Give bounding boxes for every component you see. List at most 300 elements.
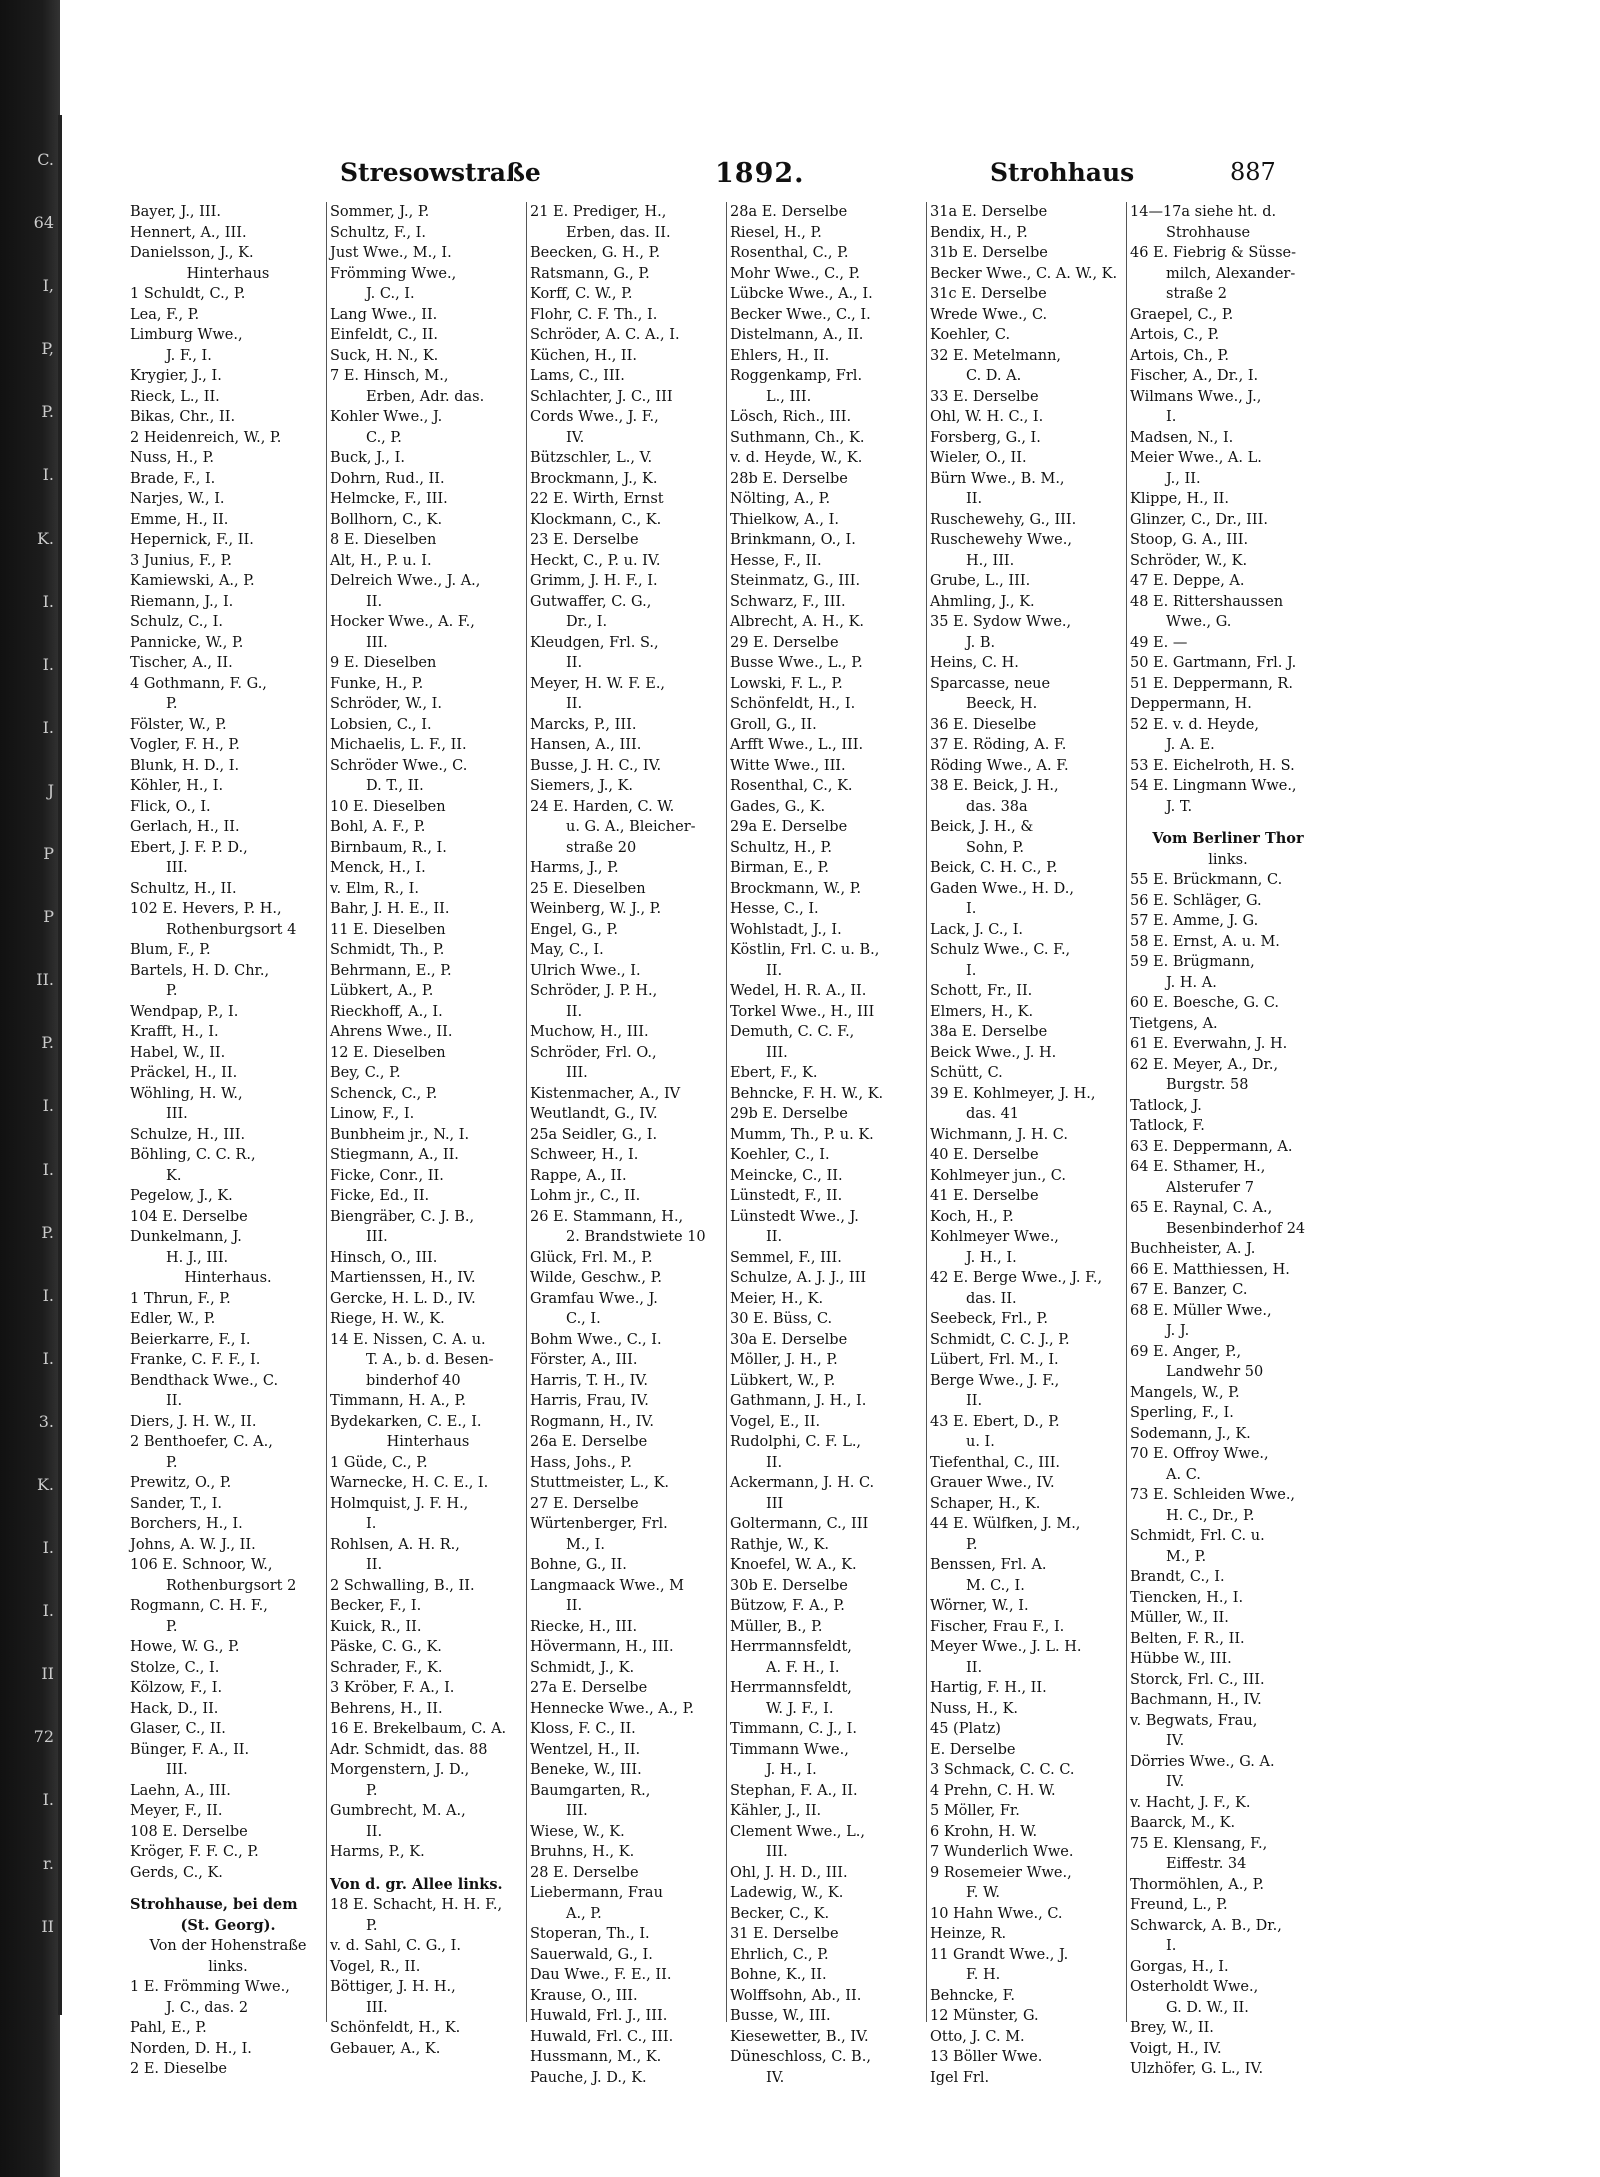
directory-entry: Ahmling, J., K. — [930, 593, 1035, 610]
directory-entry: Laehn, A., III. — [130, 1782, 231, 1799]
edge-fragment: P, — [41, 339, 54, 359]
directory-entry: II. — [966, 491, 983, 507]
directory-entry: Brey, W., II. — [1130, 2020, 1214, 2036]
directory-entry: Heinze, R. — [930, 1926, 1007, 1942]
directory-entry: 45 (Platz) — [930, 1721, 1001, 1737]
directory-entry: Brandt, C., I. — [1130, 1569, 1225, 1585]
directory-entry: Bey, C., P. — [330, 1065, 401, 1081]
directory-entry: 8 E. Dieselben — [330, 532, 437, 548]
directory-entry: Pahl, E., P. — [130, 2020, 207, 2036]
directory-entry: Roggenkamp, Frl. — [730, 368, 863, 384]
directory-entry: J. H. A. — [1166, 974, 1217, 991]
directory-entry: Suthmann, Ch., K. — [730, 429, 865, 446]
directory-entry: 3 Schmack, C. C. C. — [930, 1762, 1075, 1778]
directory-entry: Beick Wwe., J. H. — [930, 1044, 1057, 1061]
directory-entry: Bohne, K., II. — [730, 1967, 827, 1983]
directory-entry: 43 E. Ebert, D., P. — [930, 1413, 1060, 1430]
directory-entry: Tiencken, H., I. — [1130, 1589, 1244, 1606]
directory-entry: Kölzow, F., I. — [130, 1680, 223, 1696]
directory-entry: Warnecke, H. C. E., I. — [330, 1475, 489, 1491]
directory-entry: Kamiewski, A., P. — [130, 573, 255, 589]
directory-entry: Johns, A. W. J., II. — [130, 1536, 256, 1553]
directory-entry: Biengräber, C. J. B., — [330, 1208, 475, 1225]
directory-entry: Bohne, G., II. — [530, 1557, 627, 1573]
directory-entry: Gercke, H. L. D., IV. — [330, 1290, 476, 1307]
directory-entry: Schulz Wwe., C. F., — [930, 942, 1071, 958]
directory-entry: 14 E. Nissen, C. A. u. — [330, 1331, 486, 1348]
directory-entry: Schwarck, A. B., Dr., — [1130, 1917, 1282, 1934]
directory-entry: Müller, W., II. — [1130, 1610, 1229, 1626]
directory-entry: Strohhause, bei dem — [130, 1896, 298, 1913]
directory-entry: 31a E. Derselbe — [930, 204, 1048, 220]
directory-entry: Kohlmeyer Wwe., — [930, 1229, 1059, 1245]
directory-entry: 12 E. Dieselben — [330, 1044, 446, 1061]
street-name-right: Strohhaus — [990, 158, 1135, 187]
directory-entry: 26 E. Stammann, H., — [530, 1208, 684, 1225]
entry-spacer — [130, 1883, 326, 1895]
directory-entry: Meyer, F., II. — [130, 1803, 223, 1819]
directory-entry: Rogmann, H., IV. — [530, 1413, 654, 1430]
directory-entry: Böhling, C. C. R., — [130, 1147, 256, 1163]
directory-entry: Harms, J., P. — [530, 860, 619, 876]
directory-entry: Wrede Wwe., C. — [930, 306, 1048, 323]
directory-entry: J. H., I. — [966, 1249, 1017, 1266]
directory-entry: Ohl, W. H. C., I. — [930, 409, 1044, 425]
directory-entry: Vogel, R., II. — [330, 1958, 421, 1975]
directory-entry: 70 E. Offroy Wwe., — [1130, 1446, 1269, 1462]
directory-entry: Koehler, C., I. — [730, 1147, 830, 1163]
directory-entry: Wohlstadt, J., I. — [730, 921, 842, 938]
directory-entry: Hussmann, M., K. — [530, 2049, 662, 2065]
directory-entry: Beeck, H. — [966, 696, 1038, 712]
directory-entry: Stolze, C., I. — [130, 1659, 220, 1676]
directory-entry: Ficke, Conr., II. — [330, 1167, 444, 1184]
directory-entry: Bützow, F. A., P. — [730, 1598, 845, 1614]
directory-entry: I. — [1166, 409, 1177, 425]
directory-entry: Hinterhaus. — [184, 1270, 272, 1286]
directory-entry: Schönfeldt, H., I. — [730, 696, 856, 712]
directory-entry: 3 Kröber, F. A., I. — [330, 1680, 455, 1696]
directory-entry: P. — [366, 1917, 378, 1934]
directory-entry: Lea, F., P. — [130, 306, 200, 323]
directory-entry: II. — [166, 1393, 183, 1409]
directory-entry: III. — [366, 634, 388, 651]
directory-entry: K. — [166, 1167, 182, 1184]
directory-entry: Emme, H., II. — [130, 511, 229, 528]
directory-entry: Hövermann, H., III. — [530, 1639, 674, 1655]
directory-entry: IV. — [566, 429, 585, 446]
directory-entry: Meincke, C., II. — [730, 1167, 843, 1184]
edge-fragment: I. — [42, 1159, 54, 1179]
directory-entry: Ebert, F., K. — [730, 1065, 818, 1081]
edge-fragment: I. — [42, 591, 54, 611]
directory-entry: J. A. E. — [1166, 737, 1215, 753]
directory-entry: 16 E. Brekelbaum, C. A. — [330, 1721, 507, 1737]
directory-entry: Köhler, H., I. — [130, 778, 224, 794]
directory-entry: Morgenstern, J. D., — [330, 1762, 470, 1778]
directory-entry: 25a Seidler, G., I. — [530, 1126, 658, 1143]
directory-entry: III — [766, 1495, 784, 1512]
directory-entry: 1 Schuldt, C., P. — [130, 286, 246, 302]
directory-entry: 28b E. Derselbe — [730, 470, 848, 487]
directory-entry: Timmann, H. A., P. — [330, 1393, 466, 1409]
directory-entry: Tietgens, A. — [1130, 1015, 1218, 1032]
directory-entry: Flohr, C. F. Th., I. — [530, 306, 658, 323]
edge-fragment: I. — [42, 465, 54, 485]
edge-fragment: I. — [42, 1601, 54, 1621]
directory-entry: E. Derselbe — [930, 1741, 1016, 1758]
directory-entry: Rosenthal, C., P. — [730, 245, 849, 261]
directory-entry: Krause, O., III. — [530, 1987, 638, 2004]
directory-entry: Kähler, J., II. — [730, 1803, 822, 1819]
directory-entry: Wichmann, J. H. C. — [930, 1126, 1068, 1143]
street-name-left: Stresowstraße — [340, 158, 541, 187]
directory-entry: III. — [366, 1229, 388, 1245]
directory-entry: Frömming Wwe., — [330, 265, 457, 282]
directory-entry: 104 E. Derselbe — [130, 1208, 248, 1225]
directory-entry: 29 E. Derselbe — [730, 634, 839, 651]
directory-entry: Gramfau Wwe., J. — [530, 1290, 658, 1307]
directory-entry: 58 E. Ernst, A. u. M. — [1130, 933, 1280, 950]
directory-entry: Kistenmacher, A., IV — [530, 1085, 681, 1102]
directory-entry: Schultz, H., II. — [130, 880, 237, 897]
directory-entry: straße 2 — [1166, 286, 1227, 302]
directory-entry: Cords Wwe., J. F., — [530, 409, 659, 425]
directory-entry: Grube, L., III. — [930, 573, 1031, 589]
directory-entry: Glück, Frl. M., P. — [530, 1249, 653, 1266]
directory-entry: Schulz, C., I. — [130, 614, 223, 630]
directory-entry: II. — [566, 655, 583, 671]
directory-entry: Norden, D. H., I. — [130, 2040, 252, 2057]
directory-entry: Sommer, J., P. — [330, 204, 430, 220]
directory-entry: J., II. — [1166, 470, 1201, 487]
directory-entry: 106 E. Schnoor, W., — [130, 1557, 273, 1573]
directory-entry: Martienssen, H., IV. — [330, 1270, 476, 1286]
directory-entry: 48 E. Rittershaussen — [1130, 593, 1284, 610]
directory-entry: A. F. H., I. — [766, 1659, 840, 1676]
directory-entry: Beick, J. H., & — [930, 819, 1034, 835]
edge-fragment: 72 — [33, 1727, 54, 1747]
year-heading: 1892. — [715, 158, 805, 189]
directory-entry: II. — [366, 593, 383, 610]
directory-column-3 — [530, 202, 726, 2086]
edge-fragment: I. — [42, 1285, 54, 1305]
directory-entry: 2 Benthoefer, C. A., — [130, 1434, 273, 1450]
directory-entry: 29b E. Derselbe — [730, 1106, 848, 1122]
directory-entry: Rudolphi, C. F. L., — [730, 1434, 862, 1450]
directory-entry: 61 E. Everwahn, J. H. — [1130, 1036, 1288, 1052]
directory-entry: 26a E. Derselbe — [530, 1434, 648, 1450]
directory-entry: 57 E. Amme, J. G. — [1130, 913, 1259, 929]
directory-entry: 31c E. Derselbe — [930, 286, 1047, 302]
directory-entry: Ohl, J. H. D., III. — [730, 1864, 848, 1881]
directory-entry: das. 41 — [966, 1106, 1020, 1122]
directory-entry: W. J. F., I. — [766, 1700, 834, 1717]
entry-spacer — [330, 1863, 526, 1875]
directory-entry: Harris, Frau, IV. — [530, 1393, 649, 1409]
directory-column-5 — [930, 202, 1126, 2086]
directory-entry: Kiesewetter, B., IV. — [730, 2028, 869, 2045]
directory-entry: Küchen, H., II. — [530, 347, 637, 364]
directory-entry: Stoperan, Th., I. — [530, 1926, 650, 1942]
directory-entry: Delreich Wwe., J. A., — [330, 573, 481, 589]
directory-entry: Busse, W., III. — [730, 2008, 831, 2024]
directory-entry: J. F., I. — [166, 347, 212, 364]
directory-entry: Langmaack Wwe., M — [530, 1577, 685, 1594]
edge-fragment: K. — [36, 528, 54, 548]
directory-entry: Düneschloss, C. B., — [730, 2049, 871, 2065]
directory-entry: II. — [566, 1003, 583, 1020]
directory-entry: Dunkelmann, J. — [130, 1229, 242, 1245]
directory-entry: das. 38a — [966, 798, 1028, 815]
directory-entry: Becker Wwe., C., I. — [730, 306, 871, 323]
directory-entry: Holmquist, J. F. H., — [330, 1495, 469, 1512]
directory-entry: P. — [166, 1618, 178, 1635]
directory-entry: Nölting, A., P. — [730, 491, 831, 507]
directory-entry: 44 E. Wülfken, J. M., — [930, 1516, 1081, 1532]
directory-entry: P. — [166, 1454, 178, 1471]
directory-entry: Hesse, F., II. — [730, 552, 822, 569]
directory-entry: Elmers, H., K. — [930, 1003, 1034, 1020]
directory-entry: 42 E. Berge Wwe., J. F., — [930, 1270, 1103, 1286]
directory-entry: III. — [166, 1762, 188, 1778]
directory-entry: Wiese, W., K. — [530, 1823, 625, 1840]
directory-entry: das. II. — [966, 1290, 1017, 1307]
directory-entry: 68 E. Müller Wwe., — [1130, 1302, 1272, 1319]
directory-entry: 31b E. Derselbe — [930, 245, 1048, 261]
directory-entry: Koch, H., P. — [930, 1208, 1014, 1225]
directory-entry: v. Elm, R., I. — [330, 880, 419, 897]
directory-entry: Bünger, F. A., II. — [130, 1741, 250, 1758]
directory-entry: Bartels, H. D. Chr., — [130, 962, 270, 979]
directory-entry: Meyer, H. W. F. E., — [530, 675, 666, 692]
directory-entry: Beneke, W., III. — [530, 1762, 642, 1778]
directory-entry: H., III. — [966, 552, 1015, 569]
edge-fragment: I. — [42, 654, 54, 674]
directory-entry: Sohn, P. — [966, 839, 1024, 856]
directory-entry: Hübbe W., III. — [1130, 1651, 1232, 1667]
directory-entry: 60 E. Boesche, G. C. — [1130, 995, 1280, 1011]
directory-entry: Ahrens Wwe., II. — [330, 1024, 453, 1040]
directory-entry: Wörner, W., I. — [930, 1598, 1029, 1614]
directory-entry: Torkel Wwe., H., III — [730, 1003, 875, 1020]
directory-entry: II. — [766, 962, 783, 979]
directory-entry: 69 E. Anger, P., — [1130, 1343, 1242, 1360]
directory-entry: Danielsson, J., K. — [130, 245, 254, 261]
directory-entry: Rohlsen, A. H. R., — [330, 1536, 460, 1553]
directory-entry: Stoop, G. A., III. — [1130, 532, 1249, 548]
directory-entry: H. C., Dr., P. — [1166, 1507, 1255, 1524]
directory-entry: III. — [766, 1044, 788, 1061]
directory-entry: Alsterufer 7 — [1166, 1179, 1254, 1196]
directory-entry: IV. — [766, 2069, 785, 2086]
directory-entry: Burgstr. 58 — [1166, 1077, 1249, 1093]
directory-entry: Grauer Wwe., IV. — [930, 1475, 1055, 1491]
directory-entry: 67 E. Banzer, C. — [1130, 1282, 1248, 1298]
directory-entry: J. T. — [1166, 798, 1193, 815]
directory-entry: Schröder, J. P. H., — [530, 983, 658, 999]
directory-entry: Beecken, G. H., P. — [530, 245, 661, 261]
directory-entry: 49 E. — — [1130, 634, 1188, 651]
directory-entry: Koehler, C. — [930, 327, 1011, 343]
directory-entry: 73 E. Schleiden Wwe., — [1130, 1487, 1296, 1503]
directory-entry: Tatlock, J. — [1130, 1097, 1202, 1114]
directory-entry: Mumm, Th., P. u. K. — [730, 1126, 874, 1143]
directory-entry: 75 E. Klensang, F., — [1130, 1835, 1268, 1852]
directory-entry: Busse, J. H. C., IV. — [530, 757, 662, 774]
directory-entry: Vogel, E., II. — [730, 1413, 821, 1430]
page-border-rule — [58, 115, 62, 2015]
directory-entry: Nuss, H., P. — [130, 450, 215, 466]
directory-entry: 55 E. Brückmann, C. — [1130, 872, 1283, 888]
directory-entry: Seebeck, Frl., P. — [930, 1311, 1048, 1327]
directory-entry: Schmidt, J., K. — [530, 1659, 635, 1676]
entry-spacer — [1130, 817, 1326, 829]
directory-entry: Suck, H. N., K. — [330, 347, 439, 364]
directory-column-6 — [1130, 202, 1326, 2077]
directory-page — [130, 150, 1330, 2086]
directory-entry: Beick, C. H. C., P. — [930, 860, 1058, 876]
directory-entry: Lowski, F. L., P. — [730, 675, 843, 692]
directory-entry: Limburg Wwe., — [130, 327, 243, 343]
directory-entry: Glinzer, C., Dr., III. — [1130, 511, 1268, 528]
directory-entry: Würtenberger, Frl. — [530, 1516, 668, 1532]
directory-entry: I. — [966, 962, 977, 979]
directory-entry: Mangels, W., P. — [1130, 1384, 1240, 1401]
directory-entry: 52 E. v. d. Heyde, — [1130, 716, 1259, 733]
directory-entry: Bollhorn, C., K. — [330, 511, 443, 528]
directory-entry: straße 20 — [566, 839, 637, 856]
edge-fragment: P — [43, 844, 54, 864]
directory-entry: A. C. — [1166, 1466, 1201, 1483]
directory-entry: 2 Heidenreich, W., P. — [130, 429, 282, 446]
directory-entry: 47 E. Deppe, A. — [1130, 573, 1245, 589]
directory-entry: Diers, J. H. W., II. — [130, 1413, 257, 1430]
directory-entry: Ebert, J. F. P. D., — [130, 839, 248, 856]
directory-entry: Wedel, H. R. A., II. — [730, 983, 867, 999]
edge-fragment: I. — [42, 1790, 54, 1810]
directory-entry: Bachmann, H., IV. — [1130, 1692, 1262, 1708]
directory-entry: Hennecke Wwe., A., P. — [530, 1700, 695, 1717]
directory-entry: Linow, F., I. — [330, 1106, 415, 1122]
directory-entry: Witte Wwe., III. — [730, 757, 846, 774]
directory-entry: Kuick, R., II. — [330, 1618, 422, 1635]
directory-entry: II. — [566, 696, 583, 712]
directory-entry: Ruschewehy, G., III. — [930, 511, 1077, 528]
directory-entry: Schmidt, C. C. J., P. — [930, 1331, 1070, 1348]
directory-entry: Helmcke, F., III. — [330, 491, 448, 507]
directory-entry: Bunbheim jr., N., I. — [330, 1126, 470, 1143]
directory-entry: Kröger, F. F. C., P. — [130, 1844, 259, 1860]
directory-entry: milch, Alexander- — [1166, 265, 1296, 282]
directory-entry: Müller, B., P. — [730, 1618, 823, 1635]
directory-entry: links. — [1208, 851, 1248, 868]
directory-entry: Wilmans Wwe., J., — [1130, 388, 1262, 405]
edge-fragment: P — [43, 907, 54, 927]
edge-fragment: 3. — [38, 1411, 54, 1431]
directory-entry: Benssen, Frl. A. — [930, 1557, 1047, 1573]
directory-entry: Huwald, Frl. J., III. — [530, 2008, 668, 2024]
directory-entry: Bayer, J., III. — [130, 204, 221, 220]
directory-entry: Vogler, F. H., P. — [130, 737, 240, 753]
edge-fragment: P. — [41, 1033, 54, 1053]
directory-entry: Schulze, H., III. — [130, 1126, 246, 1143]
directory-entry: Stiegmann, A., II. — [330, 1147, 459, 1163]
directory-entry: Sperling, F., I. — [1130, 1405, 1234, 1421]
edge-fragment: J — [47, 780, 54, 800]
directory-entry: Vom Berliner Thor — [1152, 830, 1304, 847]
directory-entry: Schröder, W., I. — [330, 696, 443, 712]
directory-entry: Sparcasse, neue — [930, 675, 1051, 692]
directory-entry: Besenbinderhof 24 — [1166, 1220, 1306, 1237]
directory-entry: Osterholdt Wwe., — [1130, 1979, 1259, 1995]
directory-entry: 64 E. Sthamer, H., — [1130, 1159, 1266, 1175]
directory-entry: 62 E. Meyer, A., Dr., — [1130, 1056, 1279, 1073]
directory-entry: 3 Junius, F., P. — [130, 552, 233, 569]
directory-entry: D. T., II. — [366, 778, 424, 794]
directory-entry: Baarck, M., K. — [1130, 1815, 1236, 1831]
directory-entry: Beierkarre, F., I. — [130, 1331, 251, 1348]
directory-entry: Thormöhlen, A., P. — [1130, 1876, 1264, 1893]
directory-entry: Glaser, C., II. — [130, 1721, 226, 1737]
directory-entry: Päske, C. G., K. — [330, 1639, 442, 1655]
directory-entry: 102 E. Hevers, P. H., — [130, 901, 282, 917]
directory-entry: Wieler, O., II. — [930, 450, 1027, 466]
directory-entry: Storck, Frl. C., III. — [1130, 1671, 1265, 1688]
directory-entry: Clement Wwe., L., — [730, 1823, 865, 1840]
directory-entry: May, C., I. — [530, 942, 604, 958]
directory-entry: Birman, E., P. — [730, 860, 830, 876]
directory-entry: Knoefel, W. A., K. — [730, 1557, 857, 1573]
directory-entry: III. — [366, 1999, 388, 2016]
directory-entry: Artois, Ch., P. — [1130, 347, 1229, 364]
directory-entry: Schröder, A. C. A., I. — [530, 327, 680, 343]
directory-entry: II. — [566, 1598, 583, 1614]
directory-entry: Gutwaffer, C. G., — [530, 593, 652, 610]
directory-entry: Alt, H., P. u. I. — [330, 552, 432, 569]
directory-entry: Buchheister, A. J. — [1130, 1241, 1256, 1257]
directory-entry: 28a E. Derselbe — [730, 204, 848, 220]
directory-entry: Korff, C. W., P. — [530, 286, 633, 302]
directory-entry: Artois, C., P. — [1130, 327, 1220, 343]
directory-entry: J. C., I. — [366, 286, 415, 302]
directory-entry: Schlachter, J. C., III — [530, 388, 673, 405]
directory-entry: 9 E. Dieselben — [330, 655, 437, 671]
directory-entry: Hesse, C., I. — [730, 901, 819, 917]
directory-entry: Rieck, L., II. — [130, 388, 220, 405]
directory-entry: Rothenburgsort 4 — [166, 921, 297, 938]
directory-entry: Schweer, H., I. — [530, 1147, 639, 1163]
directory-entry: II. — [366, 1823, 383, 1840]
directory-entry: Schröder, Frl. O., — [530, 1044, 657, 1061]
edge-fragment: I. — [42, 1096, 54, 1116]
directory-entry: 38a E. Derselbe — [930, 1024, 1048, 1040]
directory-entry: Stuttmeister, L., K. — [530, 1475, 670, 1491]
directory-entry: Fölster, W., P. — [130, 716, 227, 733]
directory-entry: II. — [966, 1659, 983, 1676]
directory-entry: Heins, C. H. — [930, 655, 1019, 671]
directory-entry: 22 E. Wirth, Ernst — [530, 491, 664, 507]
directory-entry: Behrmann, E., P. — [330, 962, 452, 979]
directory-entry: J. B. — [966, 634, 996, 651]
directory-entry: 33 E. Derselbe — [930, 388, 1039, 405]
directory-entry: Becker, F., I. — [330, 1598, 422, 1614]
directory-entry: I. — [966, 901, 977, 917]
directory-entry: P. — [966, 1536, 978, 1553]
directory-entry: Ficke, Ed., II. — [330, 1188, 430, 1204]
directory-entry: 14—17a siehe ht. d. — [1130, 204, 1277, 220]
directory-entry: Berge Wwe., J. F., — [930, 1372, 1060, 1389]
